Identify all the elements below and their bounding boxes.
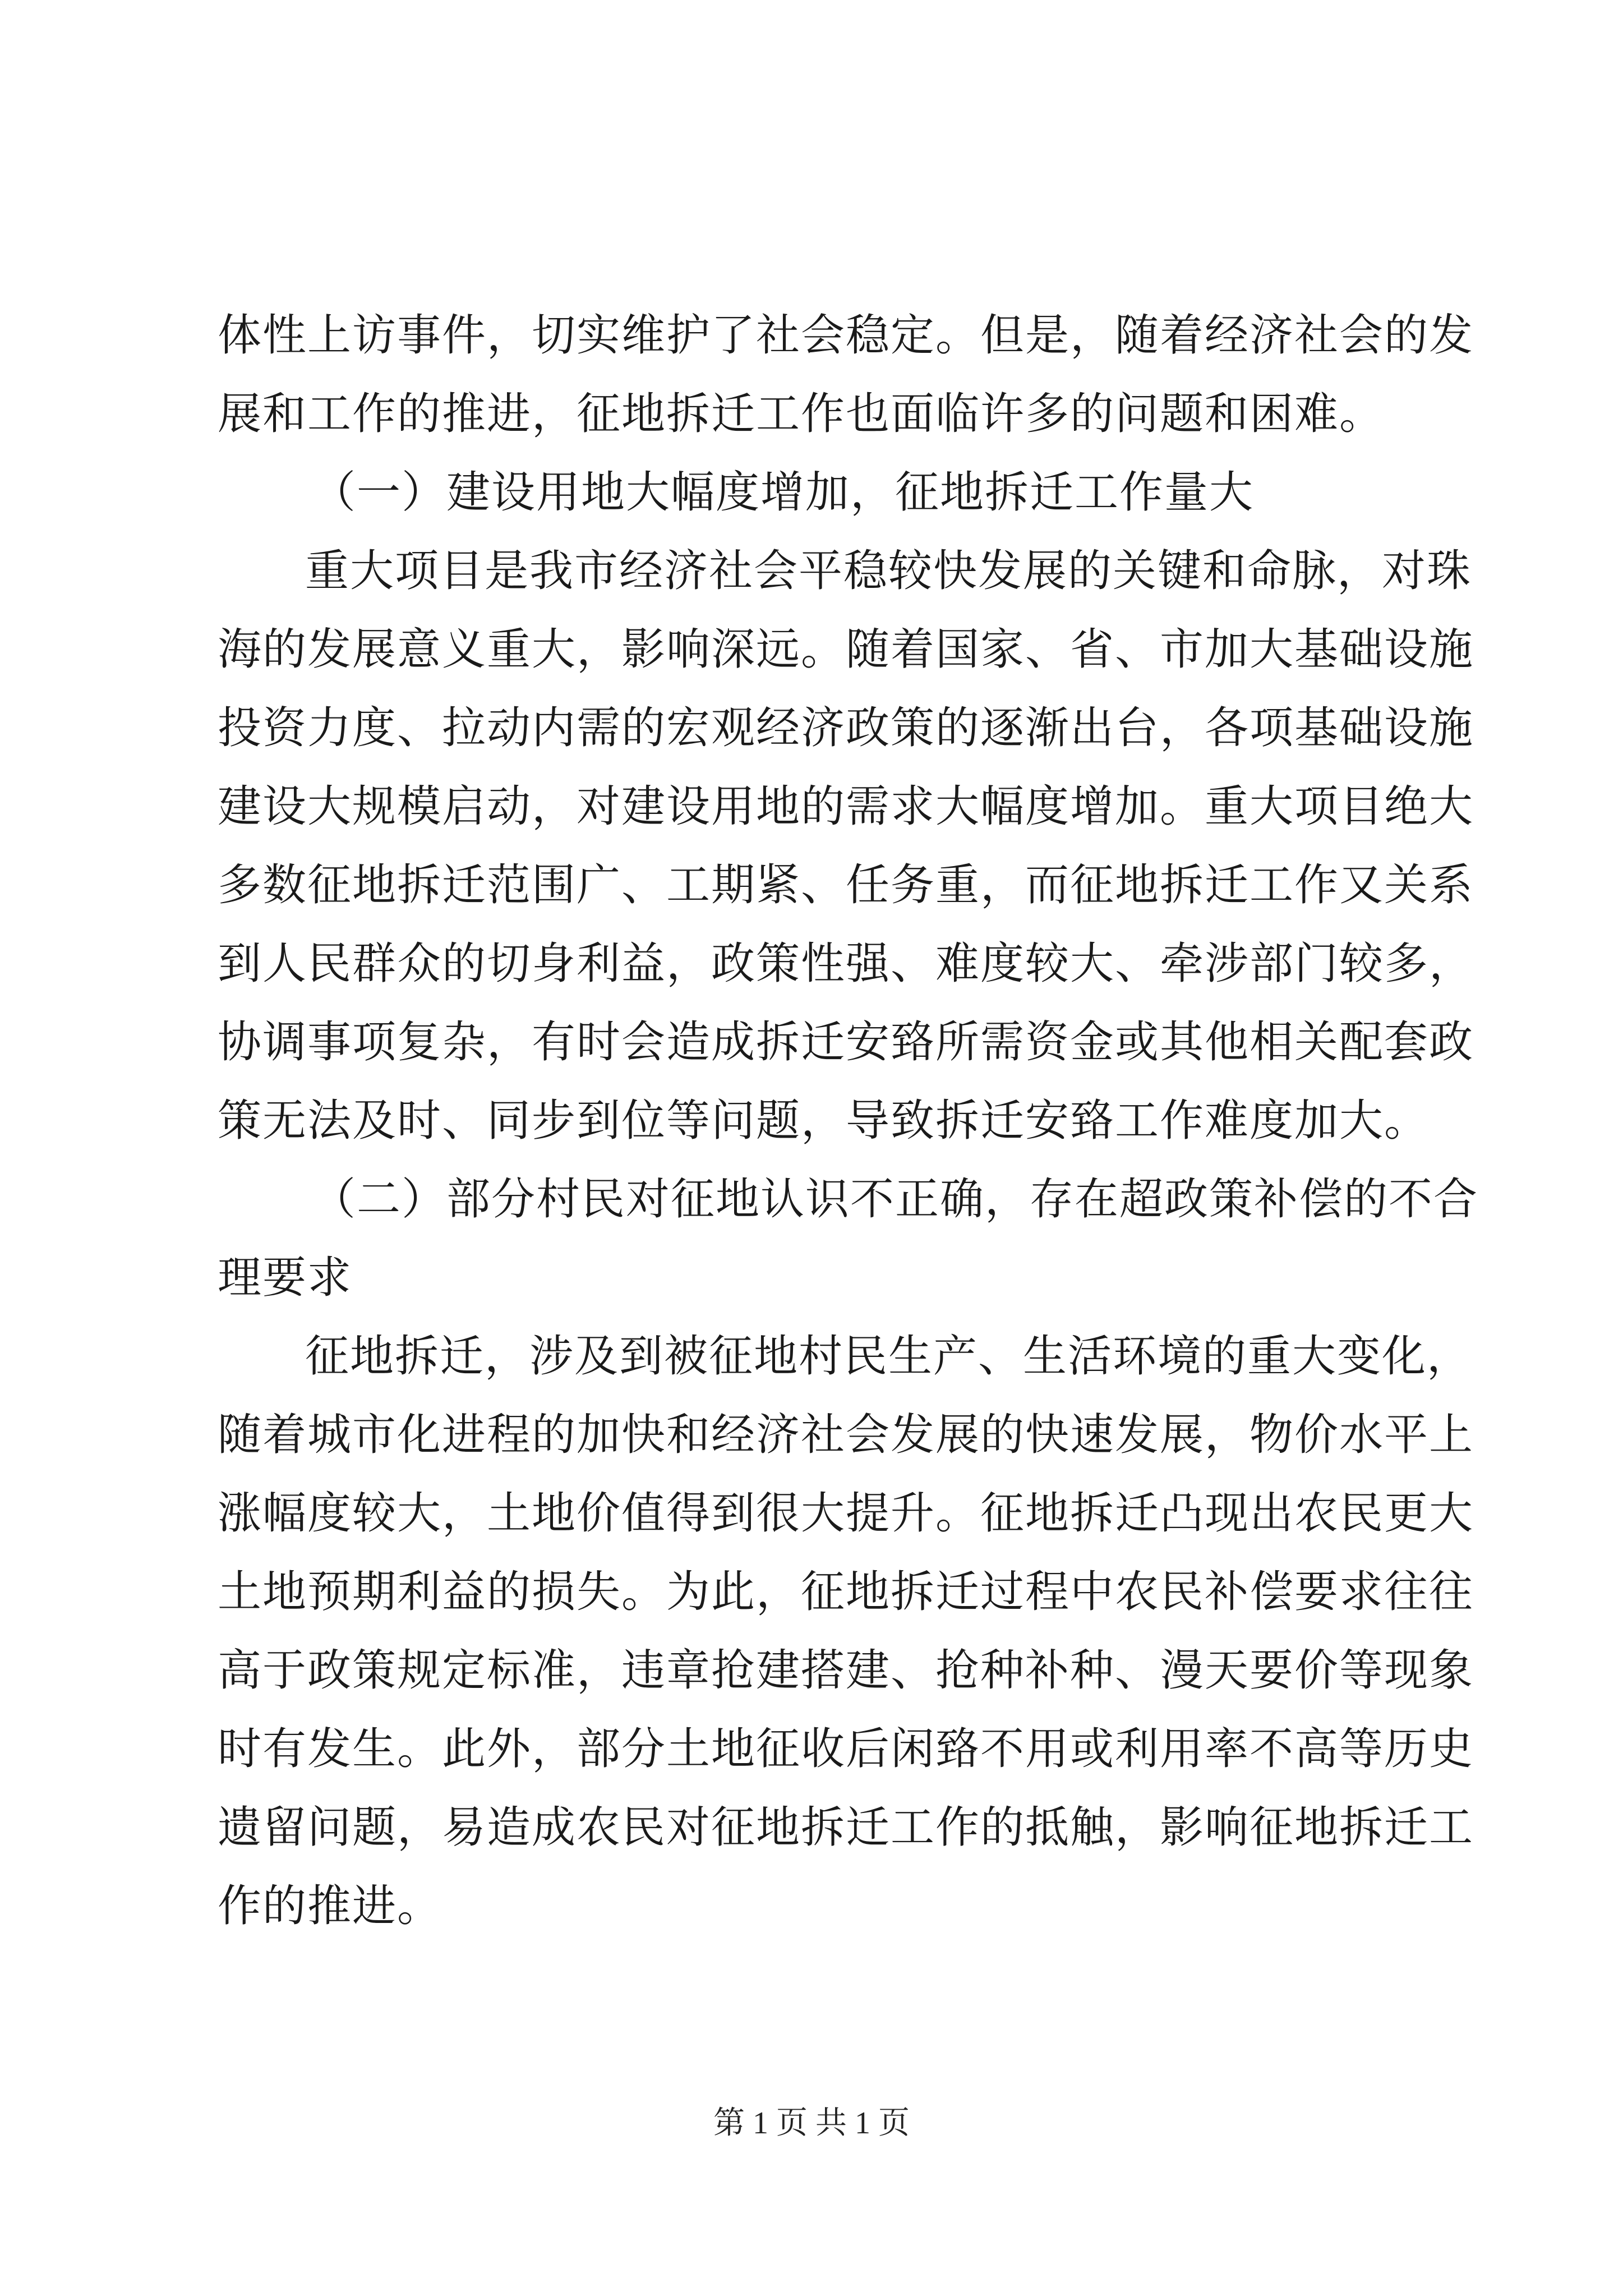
text-line: 征地拆迁，涉及到被征地村民生产、生活环境的重大变化， [305, 1331, 1472, 1382]
section-heading-2: （二）部分村民对征地认识不正确，存在超政策补偿的不合 [312, 1174, 1479, 1225]
text-line: 多数征地拆迁范围广、工期紧、任务重，而征地拆迁工作又关系 [218, 860, 1474, 910]
text-line: 到人民群众的切身利益，政策性强、难度较大、牵涉部门较多， [218, 938, 1474, 989]
text-line: 高于政策规定标准，违章抢建搭建、抢种补种、漫天要价等现象 [218, 1645, 1474, 1696]
text-line: 投资力度、拉动内需的宏观经济政策的逐渐出台，各项基础设施 [218, 703, 1474, 753]
text-line: 建设大规模启动，对建设用地的需求大幅度增加。重大项目绝大 [218, 781, 1474, 832]
text-line: 土地预期利益的损失。为此，征地拆迁过程中农民补偿要求往往 [218, 1567, 1474, 1617]
text-line: 协调事项复杂，有时会造成拆迁安臵所需资金或其他相关配套政 [218, 1017, 1474, 1068]
text-line: 涨幅度较大，土地价值得到很大提升。征地拆迁凸现出农民更大 [218, 1488, 1474, 1539]
text-line: 作的推进。 [218, 1881, 442, 1931]
text-line: 展和工作的推进，征地拆迁工作也面临许多的问题和困难。 [218, 389, 1385, 439]
text-line: 海的发展意义重大，影响深远。随着国家、省、市加大基础设施 [218, 624, 1474, 675]
page-footer: 第 1 页 共 1 页 [713, 2106, 910, 2141]
text-line: 时有发生。此外，部分土地征收后闲臵不用或利用率不高等历史 [218, 1724, 1474, 1774]
section-heading-2-continued: 理要求 [218, 1253, 353, 1303]
text-line: 体性上访事件，切实维护了社会稳定。但是，随着经济社会的发 [218, 310, 1474, 361]
text-line: 随着城市化进程的加快和经济社会发展的快速发展，物价水平上 [218, 1410, 1474, 1460]
text-line: 重大项目是我市经济社会平稳较快发展的关键和命脉，对珠 [305, 546, 1472, 596]
text-line: 遗留问题，易造成农民对征地拆迁工作的抵触，影响征地拆迁工 [218, 1802, 1474, 1853]
section-heading-1: （一）建设用地大幅度增加，征地拆迁工作量大 [312, 467, 1255, 518]
text-line: 策无法及时、同步到位等问题，导致拆迁安臵工作难度加大。 [218, 1096, 1430, 1146]
